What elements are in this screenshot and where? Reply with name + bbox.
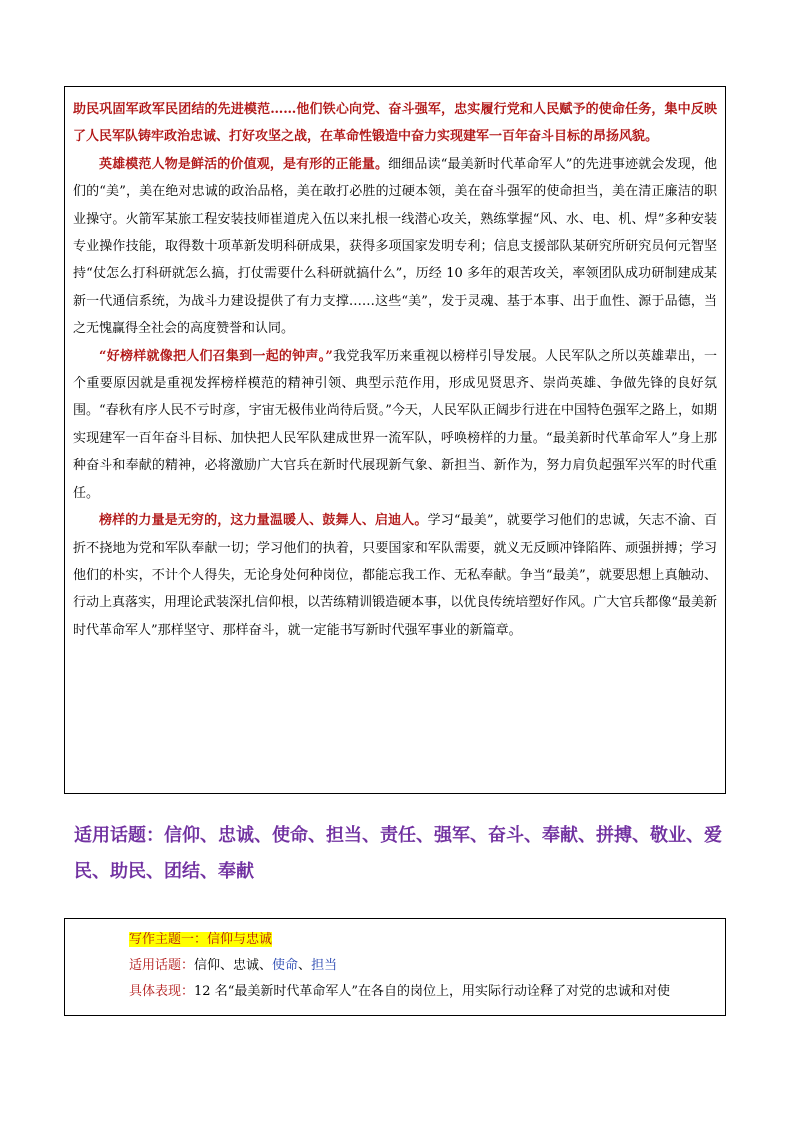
paragraph-2-highlight: 英雄模范人物是鲜活的价值观，是有形的正能量。 [99,156,389,172]
theme-topics-label: 适用话题： [129,958,195,973]
theme-title-row [129,927,715,953]
theme-detail-text: 12 名“最美新时代革命军人”在各自的岗位上，用实际行动诠释了对党的忠诚和对使 [194,984,670,999]
paragraph-1-highlight: 助民巩固军政军民团结的先进模范……他们铁心向党、奋斗强军，忠实履行党和人民赋予的使命任务，集中反映了人民军队铸牢政治忠诚、打好攻坚之战，在革命性锻造中奋力实现建军一百年奋斗目标的昂扬风貌。 [73,102,717,145]
theme-title: 写作主题一：信仰与忠诚 [129,932,273,947]
paragraph-2 [73,151,717,343]
paragraph-3-highlight: “好榜样就像把人们召集到一起的钟声。” [99,348,333,364]
theme-detail-row [129,979,715,1005]
paragraph-2-text: 细细品读“最美新时代革命军人”的先进事迹就会发现，他们的“美”，美在绝对忠诚的政治品格，美在敢打必胜的过硬本领，美在奋斗强军的使命担当，美在清正廉洁的职业操守。火箭军某旅工程安装技师崔道虎入伍以来扎根一线潜心攻关，熟练掌握“风、水、电、机、焊”多种安装专业操作技能，取得数十项革新发明科研成果，获得多项国家发明专利；信息支援部队某研究所研究员何元智坚持“仗怎么打科研就怎么搞，打仗需要什么科研就搞什么”，历经 10 多年的艰苦攻关，率领团队成功研制建成某新一代通信系统，为战斗力建设提供了有力支撑……这些“美”，发于灵魂、基于本事、出于血性、源于品德，当之无愧赢得全社会的高度赞誉和认同。 [73,156,717,337]
theme-topics-a: 信仰、忠诚、 [194,958,273,973]
theme-topics-b: 使命 [272,958,299,973]
theme-detail-label: 具体表现： [129,984,195,999]
writing-theme-box [64,918,726,1016]
paragraph-3-text: 我党我军历来重视以榜样引导发展。人民军队之所以英雄辈出，一个重要原因就是重视发挥榜样模范的精神引领、典型示范作用，形成见贤思齐、崇尚英雄、争做先锋的良好氛围。“春秋有序人民不亏时彦，宇宙无极伟业尚待后贤。”今天，人民军队正阔步行进在中国特色强军之路上，如期实现建军一百年奋斗目标、加快把人民军队建成世界一流军队，呼唤榜样的力量。“最美新时代革命军人”身上那种奋斗和奉献的精神，必将激励广大官兵在新时代展现新气象、新担当、新作为，努力肩负起强军兴军的时代重任。 [73,348,717,501]
paragraph-3 [73,343,717,507]
theme-topics-c: 、 [298,958,312,973]
theme-topics-d: 担当 [311,958,338,973]
paragraph-4 [73,507,717,644]
paragraph-1 [73,96,717,151]
paragraph-4-text: 学习“最美”，就要学习他们的忠诚，矢志不渝、百折不挠地为党和军队奉献一切；学习他们的执着，只要国家和军队需要，就义无反顾冲锋陷阵、顽强拼搏；学习他们的朴实，不计个人得失，无论身处何种岗位，都能忘我工作、无私奉献。争当“最美”，就要思想上真触动、行动上真落实，用理论武装深扎信仰根，以苦练精训锻造硬本事，以优良传统培塑好作风。广大官兵都像“最美新时代革命军人”那样坚守、那样奋斗，就一定能书写新时代强军事业的新篇章。 [73,513,717,638]
paragraph-4-highlight: 榜样的力量是无穷的，这力量温暖人、鼓舞人、启迪人。 [99,513,428,529]
theme-topics-row [129,953,715,979]
applicable-topics-heading: 适用话题：信仰、忠诚、使命、担当、责任、强军、奋斗、奉献、拼搏、敬业、爱民、助民、团结、奉献 [74,825,722,882]
article-box [64,86,726,794]
